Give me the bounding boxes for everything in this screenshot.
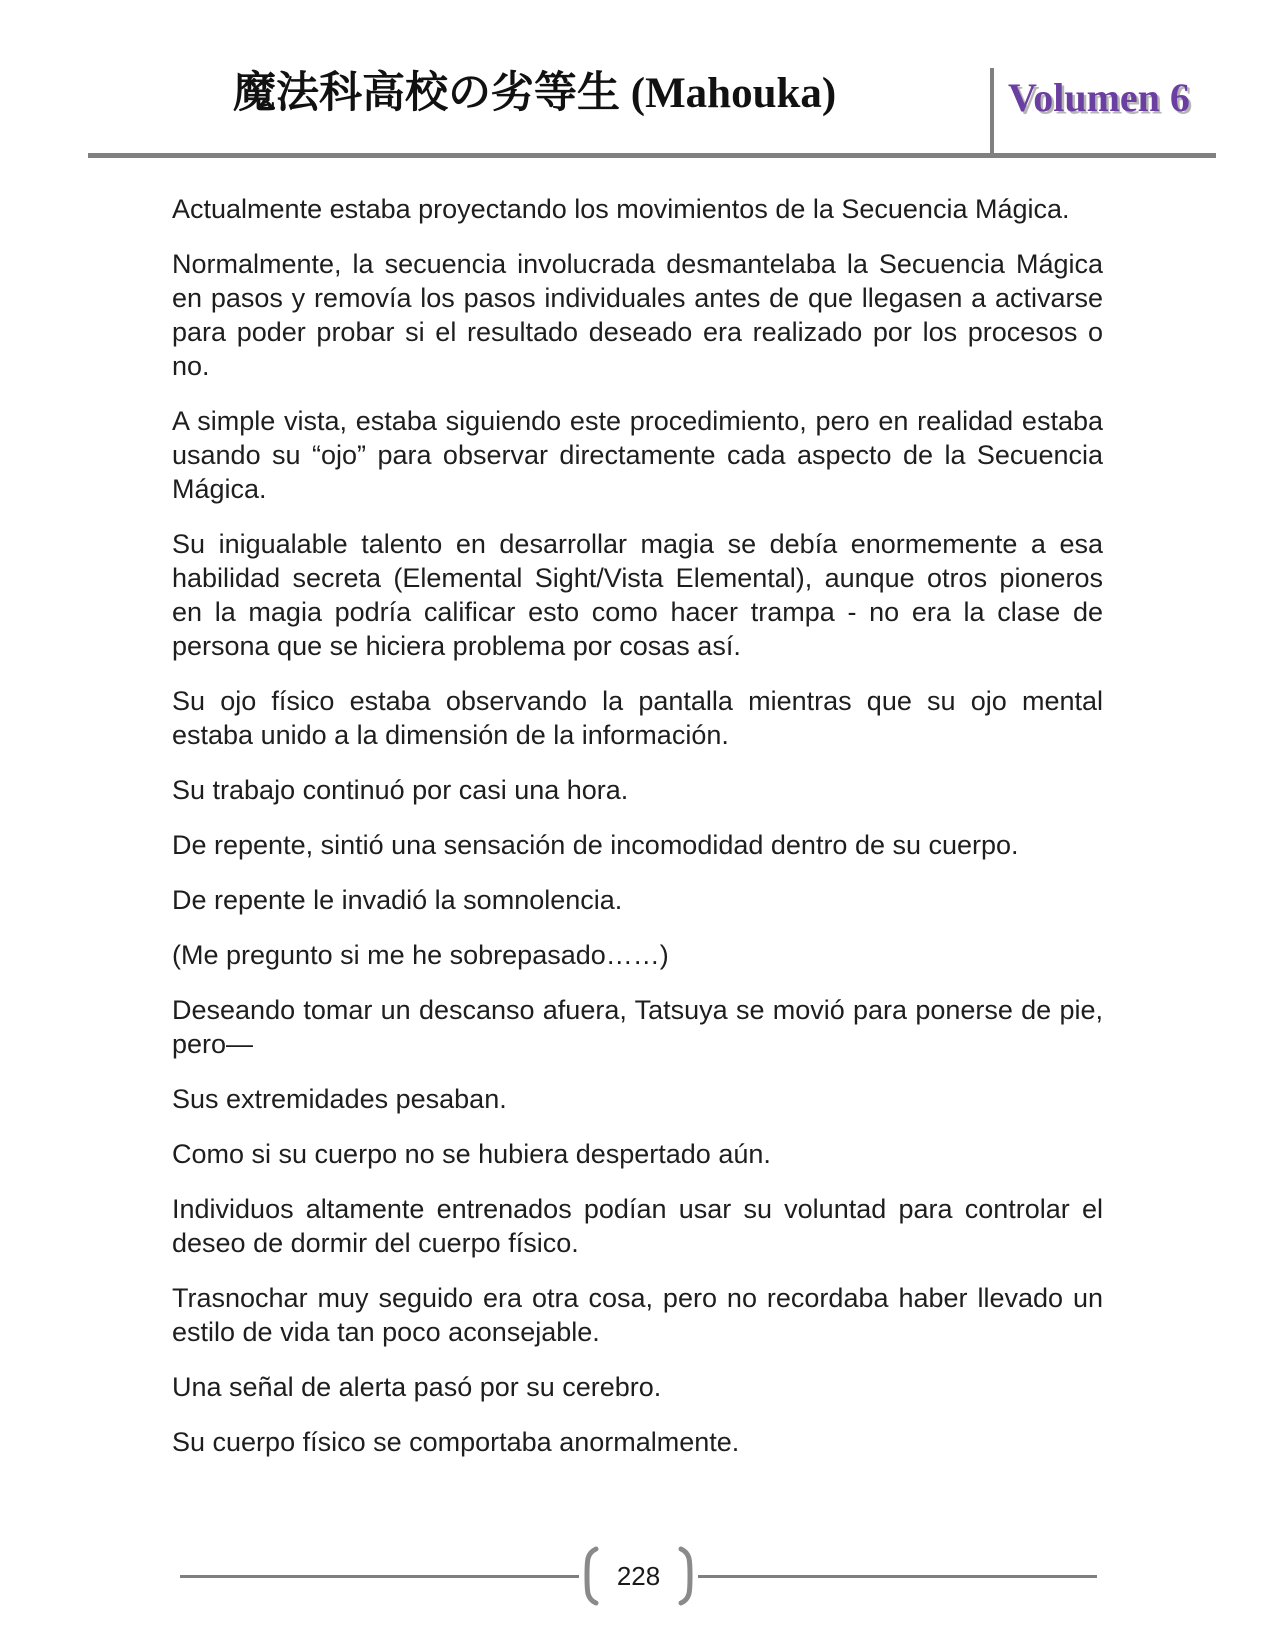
paragraph: Sus extremidades pesaban. <box>172 1084 507 1114</box>
paragraph: Una señal de alerta pasó por su cerebro. <box>172 1372 662 1402</box>
paragraph: Su inigualable talento en desarrollar magia se debía enormemente a esa habilidad secreta (Elemental Sight/Vista Elemental), aunque otros pioneros en la magia podría calificar esto como hacer trampa - no era la clase de persona que se hiciera problema por cosas así. <box>172 529 1103 661</box>
header-rule <box>88 153 1216 158</box>
paragraph: Su ojo físico estaba observando la pantalla mientras que su ojo mental estaba unido a la dimensión de la información. <box>172 686 1103 750</box>
left-bracket-icon <box>579 1546 601 1606</box>
paragraph: Actualmente estaba proyectando los movimientos de la Secuencia Mágica. <box>172 194 1070 224</box>
paragraph: Su cuerpo físico se comportaba anormalmente. <box>172 1427 740 1457</box>
footer-line-left <box>180 1575 579 1578</box>
paragraph: (Me pregunto si me he sobrepasado……) <box>172 940 669 970</box>
paragraph: Deseando tomar un descanso afuera, Tatsuya se movió para ponerse de pie, pero— <box>172 995 1103 1059</box>
footer-line-right <box>698 1575 1097 1578</box>
volume-label: Volumen 6 <box>1008 75 1190 120</box>
paragraph: Trasnochar muy seguido era otra cosa, pero no recordaba haber llevado un estilo de vida tan poco aconsejable. <box>172 1283 1103 1347</box>
paragraph: De repente le invadió la somnolencia. <box>172 885 623 915</box>
page-title: 魔法科高校の劣等生 (Mahouka) <box>233 70 837 117</box>
paragraph: Como si su cuerpo no se hubiera despertado aún. <box>172 1139 771 1169</box>
paragraph: Su trabajo continuó por casi una hora. <box>172 775 629 805</box>
page-number: 228 <box>616 1560 661 1591</box>
paragraph: Normalmente, la secuencia involucrada desmantelaba la Secuencia Mágica en pasos y removía los pasos individuales antes de que llegasen a activarse para poder probar si el resultado deseado era realizado por los procesos o no. <box>172 249 1103 381</box>
right-bracket-icon <box>676 1546 698 1606</box>
page-footer <box>180 1546 1097 1606</box>
paragraph: A simple vista, estaba siguiendo este procedimiento, pero en realidad estaba usando su “ojo” para observar directamente cada aspecto de la Secuencia Mágica. <box>172 406 1103 504</box>
paragraph: De repente, sintió una sensación de incomodidad dentro de su cuerpo. <box>172 830 1019 860</box>
body-text <box>172 192 1103 1480</box>
header-vertical-divider <box>990 68 994 155</box>
paragraph: Individuos altamente entrenados podían usar su voluntad para controlar el deseo de dormir del cuerpo físico. <box>172 1194 1103 1258</box>
